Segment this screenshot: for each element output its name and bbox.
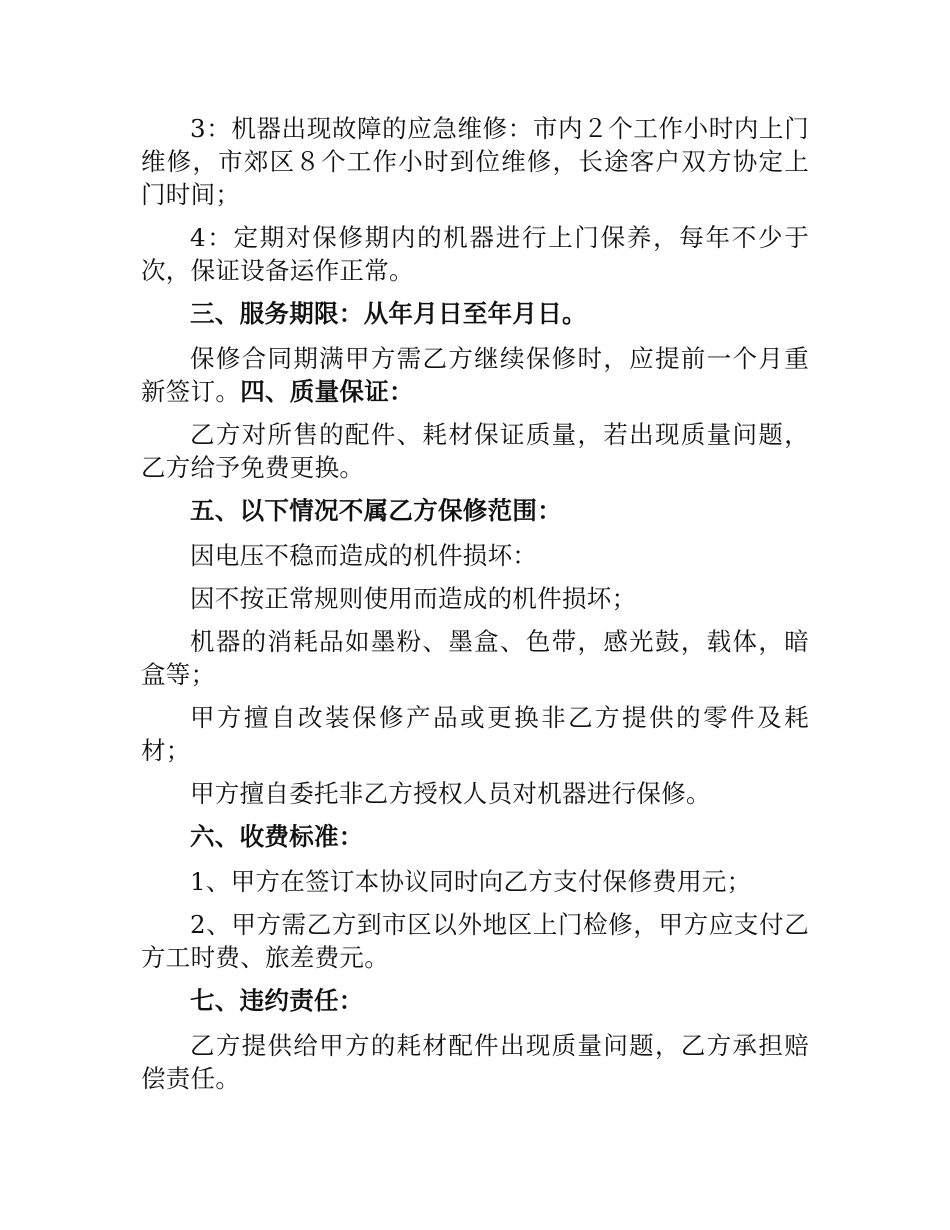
exclusion-item-unauthorized: 甲方擅自委托非乙方授权人员对机器进行保修。 xyxy=(190,779,711,808)
fee-item-1: 1、甲方在签订本协议同时向乙方支付保修费用元； xyxy=(190,867,752,896)
paragraph-breach-liability: 乙方提供给甲方的耗材配件出现质量问题，乙方承担赔偿责任。 xyxy=(141,1031,809,1093)
fee-item-2: 2、甲方需乙方到市区以外地区上门检修，甲方应支付乙方工时费、旅差费元。 xyxy=(141,910,809,972)
exclusion-item-voltage: 因电压不稳而造成的机件损坏： xyxy=(190,541,538,570)
exclusion-item-misuse: 因不按正常规则使用而造成的机件损坏； xyxy=(190,584,637,613)
paragraph-contract-renewal xyxy=(141,342,809,408)
heading-quality-guarantee: 四、质量保证： xyxy=(240,377,414,406)
paragraph-regular-maintenance: 4：定期对保修期内的机器进行上门保养，每年不少于次，保证设备运作正常。 xyxy=(141,223,809,285)
exclusion-item-modification: 甲方擅自改装保修产品或更换非乙方提供的零件及耗材； xyxy=(141,703,809,765)
renewal-text: 保修合同期满甲方需乙方继续保修时，应提前一个月重新签订。 xyxy=(141,344,809,406)
heading-exclusions: 五、以下情况不属乙方保修范围： xyxy=(190,496,562,525)
heading-service-period: 三、服务期限：从年月日至年月日。 xyxy=(190,299,587,328)
document-body xyxy=(141,112,809,1105)
heading-fee-standard: 六、收费标准： xyxy=(190,822,364,851)
paragraph-quality-replacement: 乙方对所售的配件、耗材保证质量，若出现质量问题，乙方给予免费更换。 xyxy=(141,420,809,482)
paragraph-emergency-repair: 3：机器出现故障的应急维修：市内２个工作小时内上门维修，市郊区８个工作小时到位维修，长途客户双方协定上门时间； xyxy=(141,114,809,209)
heading-breach-liability: 七、违约责任： xyxy=(190,986,364,1015)
exclusion-item-consumables: 机器的消耗品如墨粉、墨盒、色带，感光鼓，载体，暗盒等； xyxy=(141,627,809,689)
